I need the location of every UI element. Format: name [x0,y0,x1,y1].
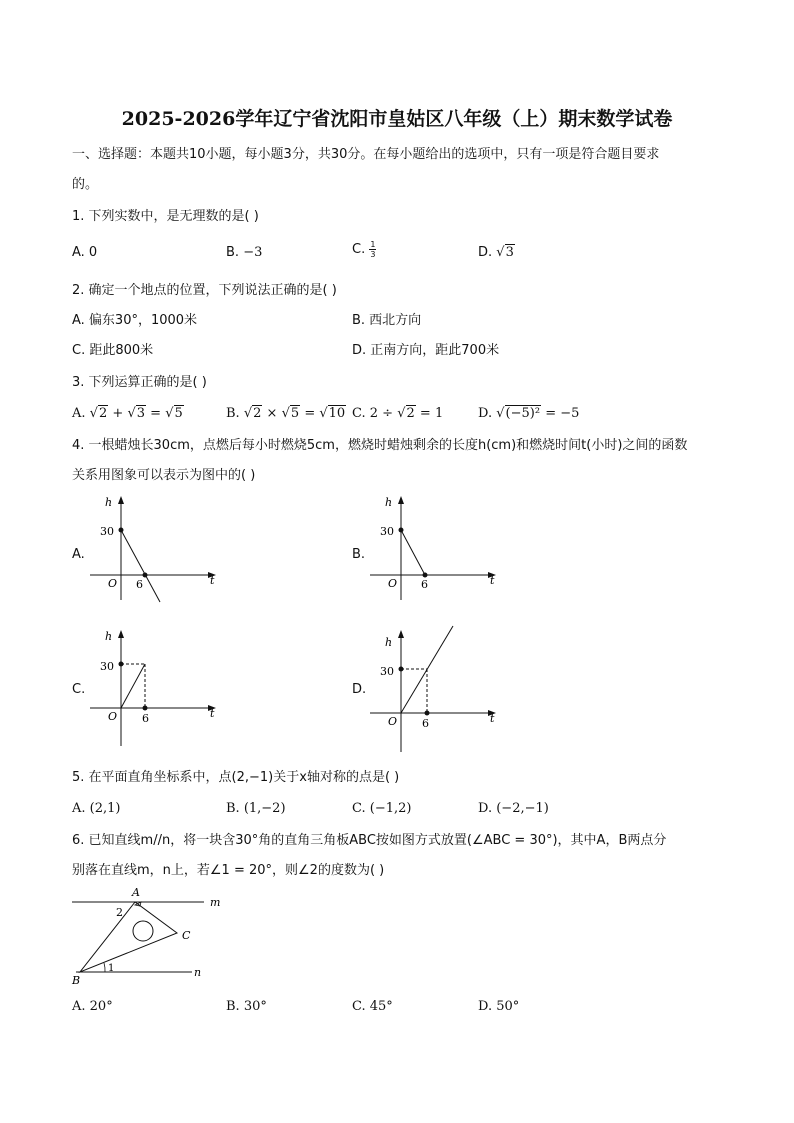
y-tick: 30 [380,525,394,538]
y-tick: 30 [100,660,114,673]
x-tick: 6 [422,717,429,730]
q5-option-c: C. (−1,2) [352,801,412,816]
radical: √3 [496,245,514,260]
y-axis-label: h [385,636,393,649]
q4-stem-line1: 4. 一根蜡烛长30cm，点燃后每小时燃烧5cm，燃烧时蜡烛剩余的长度h(cm)和燃烧时间t(小时)之间的函数 [72,438,688,453]
x-axis-label: t [210,574,215,587]
svg-text:B: B [72,974,81,987]
q6-stem-line1: 6. 已知直线m//n，将一块含30°角的直角三角板ABC按如图方式放置(∠ABC = 30°)，其中A，B两点分 [72,833,667,848]
q4-graph-c [86,626,226,748]
svg-text:n: n [194,966,202,979]
y-axis-label: h [385,496,393,509]
q2-option-b: B. 西北方向 [352,313,422,328]
section-heading-line2: 的。 [72,177,99,192]
q2-option-c: C. 距此800米 [72,343,154,358]
q3-option-c: C. 2 ÷ √2 = 1 [352,406,444,421]
triangle-abc [80,902,177,972]
svg-text:m: m [210,896,221,909]
svg-text:2: 2 [116,906,123,919]
q4-graph-c-label: C. [72,682,86,697]
x-tick: 6 [136,578,143,591]
q4-graph-b [366,492,506,604]
q4-graph-d [366,624,506,754]
q5-option-d: D. (−2,−1) [478,801,549,816]
section-heading-line1: 一、选择题：本题共10小题，每小题3分，共30分。在每小题给出的选项中，只有一项是符合题目要求 [72,147,660,162]
y-tick: 30 [380,665,394,678]
q4-graph-a [86,492,226,604]
svg-text:1: 1 [108,963,115,974]
q3-option-d: D. √(−5)² = −5 [478,406,580,421]
q4-graph-a-label: A. [72,547,85,562]
q6-option-d: D. 50° [478,999,520,1014]
q1-option-b: B. −3 [226,245,263,260]
origin-label: O [108,577,118,590]
q6-option-c: C. 45° [352,999,393,1014]
x-tick: 6 [421,578,428,591]
x-axis-label: t [210,707,215,720]
q1-option-a: A. 0 [72,245,98,260]
q5-stem: 5. 在平面直角坐标系中，点(2,−1)关于x轴对称的点是( ) [72,770,400,785]
q6-option-a: A. 20° [72,999,113,1014]
x-axis-label: t [490,712,495,725]
q3-stem: 3. 下列运算正确的是( ) [72,375,207,390]
fraction: $\frac{1}{3}$ [370,240,376,259]
y-tick: 30 [100,525,114,538]
svg-text:A: A [132,886,140,899]
q4-graph-d-label: D. [352,682,367,697]
origin-label: O [108,710,118,723]
q2-stem: 2. 确定一个地点的位置，下列说法正确的是( ) [72,283,337,298]
origin-label: O [388,715,398,728]
q6-stem-line2: 别落在直线m，n上，若∠1 = 20°，则∠2的度数为( ) [72,863,385,878]
q5-option-a: A. (2,1) [72,801,121,816]
q5-option-b: B. (1,−2) [226,801,286,816]
origin-label: O [388,577,398,590]
q1-option-c: C. $\frac{1}{3}$ [352,240,376,259]
x-tick: 6 [142,712,149,725]
q2-option-a: A. 偏东30°，1000米 [72,313,198,328]
y-axis-label: h [105,496,113,509]
q3-option-a: A. √2 + √3 = √5 [72,406,183,421]
q6-option-b: B. 30° [226,999,267,1014]
q1-stem: 1. 下列实数中，是无理数的是( ) [72,209,259,224]
exam-title: 2025-2026学年辽宁省沈阳市皇姑区八年级（上）期末数学试卷 [121,108,673,130]
x-axis-label: t [490,574,495,587]
q6-triangle-figure [68,884,238,990]
q1-option-d: D. √3 [478,245,514,260]
y-axis-label: h [105,630,113,643]
svg-text:C: C [182,929,191,942]
q4-graph-b-label: B. [352,547,366,562]
q4-stem-line2: 关系用图象可以表示为图中的( ) [72,468,256,483]
q2-option-d: D. 正南方向，距此700米 [352,343,500,358]
q3-option-b: B. √2 × √5 = √10 [226,406,346,421]
